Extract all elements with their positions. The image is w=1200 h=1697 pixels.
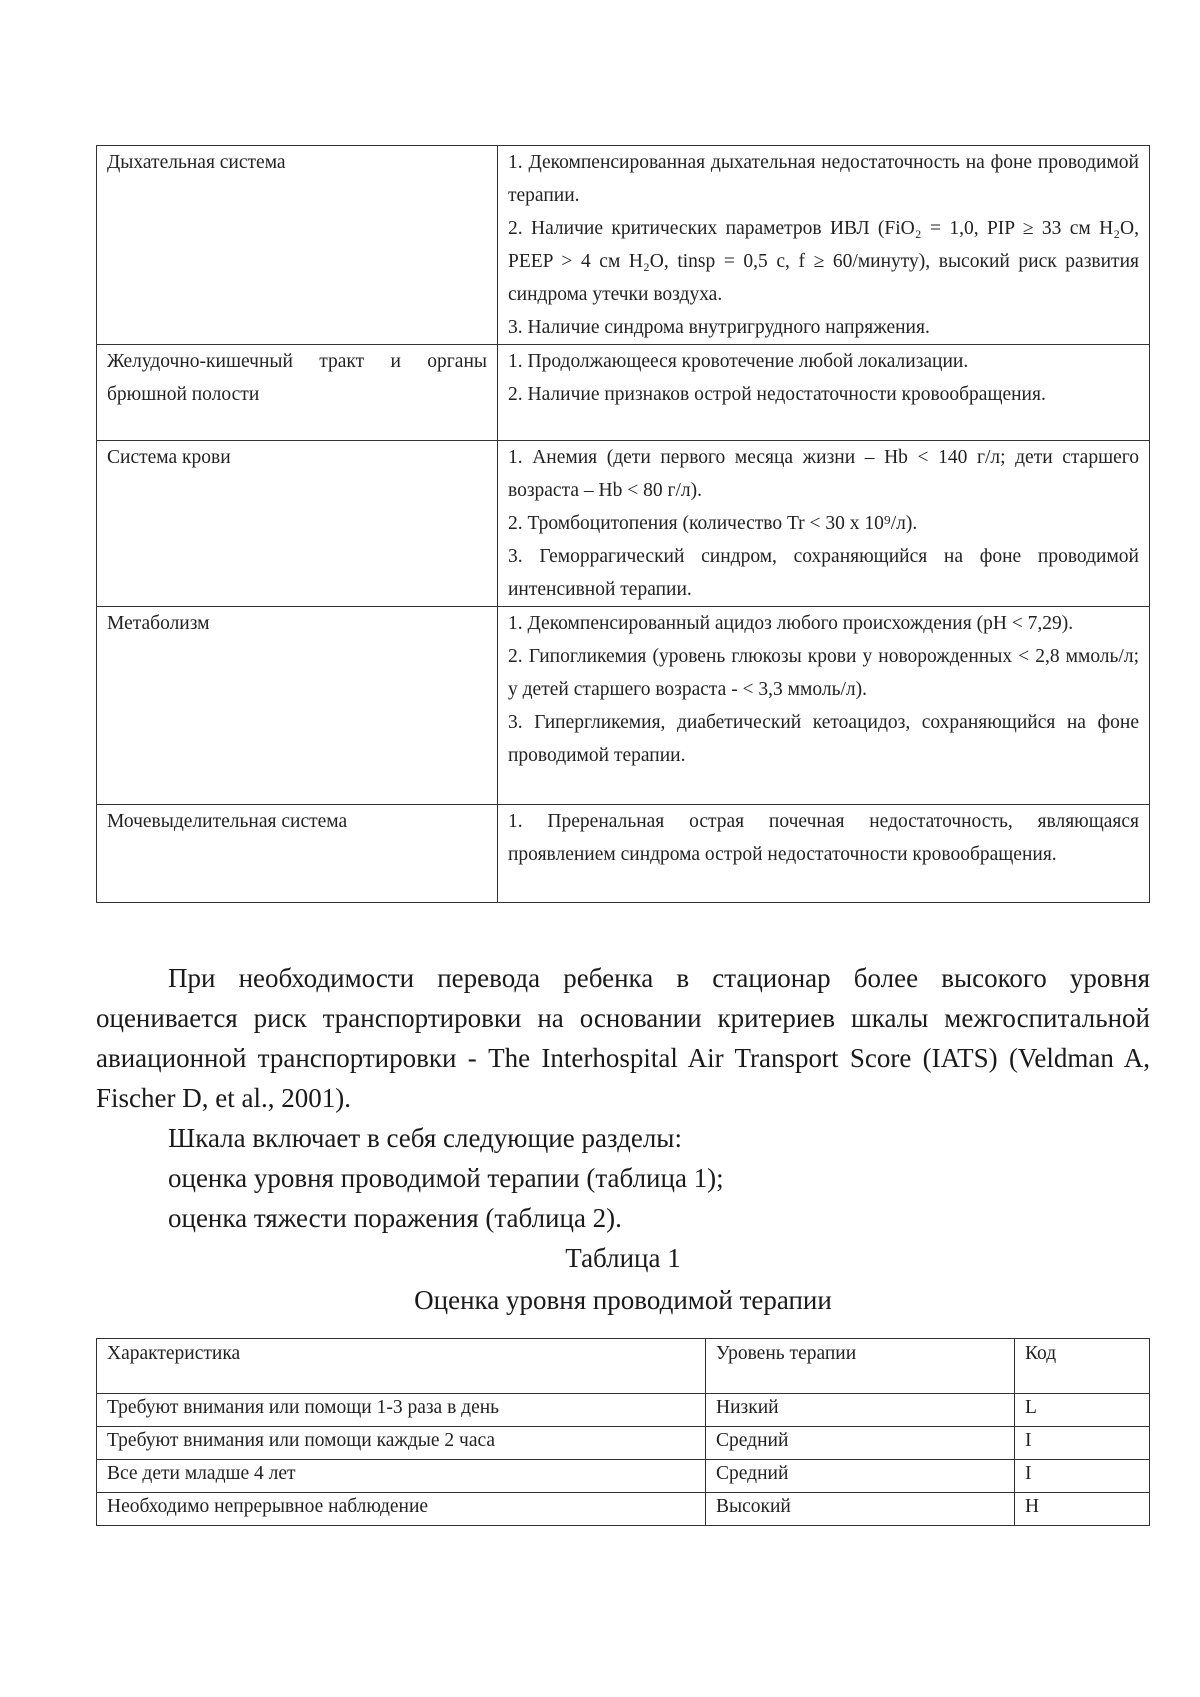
- criterion-item: 3. Гипергликемия, диабетический кетоацидоз, сохраняющийся на фоне проводимой терапии.: [508, 712, 1139, 766]
- criterion-item: 1. Декомпенсированная дыхательная недостаточность на фоне проводимой терапии.: [508, 152, 1139, 206]
- characteristic-cell: Требуют внимания или помощи 1-3 раза в день: [97, 1394, 706, 1427]
- criterion-item: 3. Наличие синдрома внутригрудного напряжения.: [508, 317, 930, 338]
- list-item: оценка уровня проводимой терапии (таблица 1);: [168, 1163, 724, 1193]
- code-cell: H: [1015, 1493, 1150, 1526]
- system-label: Желудочно-кишечный тракт и органы брюшной полости: [107, 351, 487, 405]
- paragraph-text: При необходимости перевода ребенка в стационар более высокого уровня оценивается риск транспортировки на основании критериев шкалы межгоспитальной авиационной транспортировки - The Interhospital Air Transport Score (IATS) (Veldman A, Fischer D, et al., 2001).: [96, 963, 1150, 1113]
- criteria-cell: [498, 345, 1150, 441]
- table-label: Таблица 1: [565, 1243, 681, 1273]
- system-cell: Мочевыделительная система: [97, 805, 498, 903]
- criterion-item: 1. Преренальная острая почечная недостаточность, являющаяся проявлением синдрома острой недостаточности кровообращения.: [508, 811, 1139, 865]
- column-header: Код: [1015, 1339, 1150, 1394]
- criterion-item: 1. Продолжающееся кровотечение любой локализации.: [508, 351, 969, 372]
- criteria-cell: [498, 607, 1150, 805]
- column-header: Уровень терапии: [706, 1339, 1015, 1394]
- list-item: оценка тяжести поражения (таблица 2).: [168, 1203, 622, 1233]
- table-row: [97, 441, 1150, 607]
- table-title: Оценка уровня проводимой терапии: [414, 1285, 832, 1315]
- criterion-item: 1. Анемия (дети первого месяца жизни – Hb < 140 г/л; дети старшего возраста – Hb < 80 г/л).: [508, 447, 1139, 501]
- table-row: [97, 607, 1150, 805]
- therapy-level-cell: Средний: [706, 1427, 1015, 1460]
- criterion-item: 2. Наличие критических параметров ИВЛ (FiO₂ = 1,0, PIP ≥ 33 см H₂O, PEEP > 4 см H₂O, tinsp = 0,5 с, f ≥ 60/минуту), высокий риск развития синдрома утечки воздуха.: [508, 218, 1139, 305]
- criterion-item: 2. Наличие признаков острой недостаточности кровообращения.: [508, 384, 1046, 405]
- column-header: Характеристика: [97, 1339, 706, 1394]
- criteria-cell: [498, 805, 1150, 903]
- scale-intro: Шкала включает в себя следующие разделы:: [168, 1123, 682, 1153]
- code-cell: I: [1015, 1427, 1150, 1460]
- table-row: [97, 1460, 1150, 1493]
- system-cell: [97, 345, 498, 441]
- therapy-level-cell: Средний: [706, 1460, 1015, 1493]
- table-row: [97, 1493, 1150, 1526]
- criterion-item: 2. Гипогликемия (уровень глюкозы крови у новорожденных < 2,8 ммоль/л; у детей старшего возраста - < 3,3 ммоль/л).: [508, 646, 1139, 700]
- table-header-row: [97, 1339, 1150, 1394]
- criterion-item: 2. Тромбоцитопения (количество Tr < 30 x 10⁹/л).: [508, 513, 918, 534]
- characteristic-cell: Все дети младше 4 лет: [97, 1460, 706, 1493]
- table-row: [97, 1427, 1150, 1460]
- characteristic-cell: Требуют внимания или помощи каждые 2 часа: [97, 1427, 706, 1460]
- transport-criteria-table: [96, 145, 1150, 903]
- criteria-cell: [498, 441, 1150, 607]
- criteria-cell: [498, 146, 1150, 345]
- table-row: [97, 1394, 1150, 1427]
- characteristic-cell: Необходимо непрерывное наблюдение: [97, 1493, 706, 1526]
- table-row: [97, 345, 1150, 441]
- criterion-item: 3. Геморрагический синдром, сохраняющийся на фоне проводимой интенсивной терапии.: [508, 546, 1139, 600]
- table-row: [97, 146, 1150, 345]
- code-cell: I: [1015, 1460, 1150, 1493]
- therapy-level-cell: Низкий: [706, 1394, 1015, 1427]
- system-cell: Система крови: [97, 441, 498, 607]
- criterion-item: 1. Декомпенсированный ацидоз любого происхождения (pH < 7,29).: [508, 613, 1074, 634]
- system-cell: Метаболизм: [97, 607, 498, 805]
- table-row: [97, 805, 1150, 903]
- system-cell: Дыхательная система: [97, 146, 498, 345]
- therapy-level-table: [96, 1338, 1150, 1526]
- therapy-level-cell: Высокий: [706, 1493, 1015, 1526]
- body-paragraph: [96, 958, 1150, 1118]
- scale-sections-block: [96, 1118, 1150, 1238]
- code-cell: L: [1015, 1394, 1150, 1427]
